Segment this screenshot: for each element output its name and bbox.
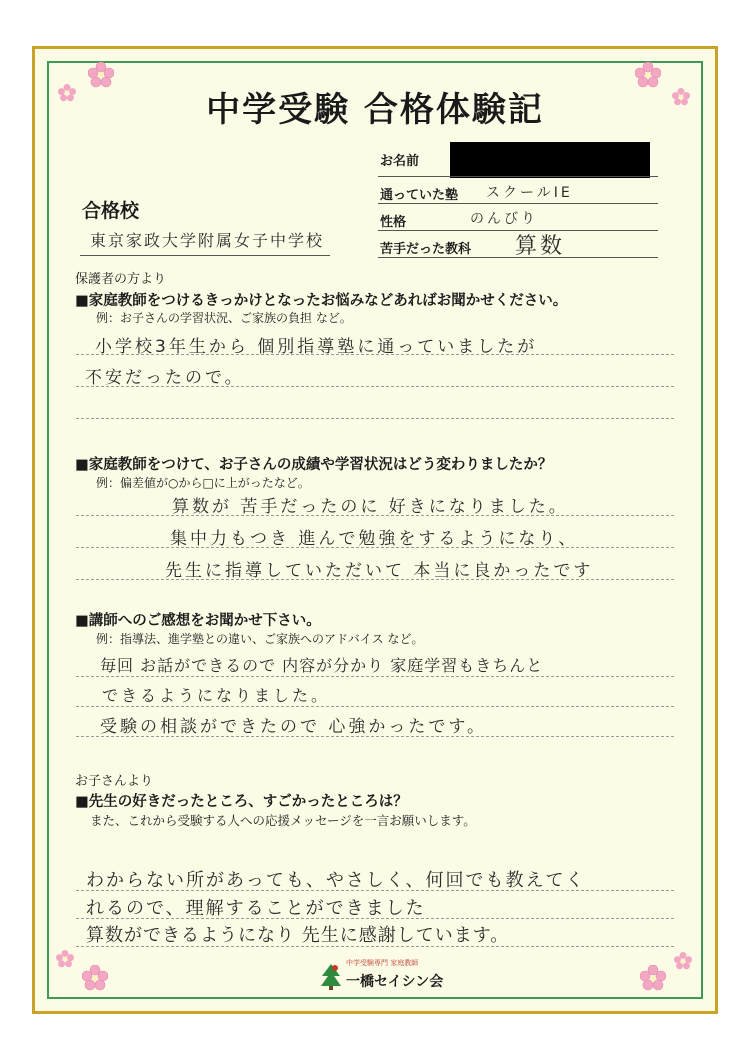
- name-label: お名前: [380, 154, 420, 169]
- tree-icon: [320, 962, 342, 990]
- answer-3-line: 毎回 お話ができるので 内容が分かり 家庭学習もきちんと: [100, 656, 544, 675]
- school-value: 東京家政大学附属女子中学校: [90, 231, 325, 250]
- child-question: ■先生の好きだったところ、すごかったところは？: [75, 794, 408, 810]
- name-redaction: [450, 142, 650, 178]
- logo-tagline: 中学受験専門 家庭教師: [346, 959, 419, 967]
- answer-2-line: 集中力もつき 進んで勉強をするようになり、: [170, 529, 579, 549]
- parent-section-heading: 保護者の方より: [75, 272, 167, 287]
- question-1: ■家庭教師をつけるきっかけとなったお悩みなどあればお聞かせください。: [75, 293, 568, 309]
- juku-value: スクールIE: [486, 185, 573, 201]
- juku-underline: [378, 203, 658, 204]
- answer-2-line: 先生に指導していただいて 本当に良かったです: [165, 561, 594, 581]
- cherry-blossom-icon: [640, 965, 666, 991]
- weak-subject-underline: [378, 257, 658, 258]
- name-underline: [378, 176, 658, 177]
- child-question-sub: また、これから受験する人への応援メッセージを一言お願いします。: [90, 813, 476, 828]
- company-logo: [320, 956, 444, 996]
- cherry-blossom-icon: [674, 952, 692, 970]
- answer-2-line: 算数が 苦手だったのに 好きになりました。: [172, 497, 569, 517]
- question-2-example: 例：偏差値が○から□に上がったなど。: [96, 476, 310, 490]
- juku-label: 通っていた塾: [380, 188, 459, 203]
- personality-value: のんびり: [470, 211, 538, 227]
- weak-subject-label: 苦手だった教科: [380, 242, 472, 257]
- answer-line: [76, 706, 674, 707]
- child-answer-line: れるので、理解することができました: [86, 898, 426, 919]
- cherry-blossom-icon: [82, 965, 108, 991]
- personality-label: 性格: [380, 215, 407, 230]
- school-label: 合格校: [82, 200, 140, 222]
- school-underline: [80, 255, 330, 256]
- answer-3-line: できるようになりました。: [102, 686, 331, 705]
- answer-1-line: 不安だったので。: [85, 368, 245, 388]
- cherry-blossom-icon: [56, 950, 74, 968]
- answer-line: [76, 418, 674, 419]
- page-title: 中学受験 合格体験記: [206, 90, 544, 130]
- weak-subject-value: 算数: [515, 234, 566, 259]
- logo-name: 一橋セイシン会: [346, 974, 444, 990]
- question-2: ■家庭教師をつけて、お子さんの成績や学習状況はどう変わりましたか？: [75, 457, 553, 473]
- answer-line: [76, 676, 674, 677]
- child-section-heading: お子さんより: [75, 774, 154, 789]
- question-3-example: 例：指導法、進学塾との違い、ご家族へのアドバイス など。: [96, 632, 424, 646]
- answer-3-line: 受験の相談ができたので 心強かったです。: [100, 717, 488, 737]
- answer-1-line: 小学校3年生から 個別指導塾に通っていましたが: [95, 337, 538, 357]
- child-answer-line: わからない所があっても、やさしく、何回でも教えてく: [86, 870, 586, 891]
- question-3: ■講師へのご感想をお聞かせ下さい。: [75, 613, 321, 629]
- question-1-example: 例：お子さんの学習状況、ご家族の負担 など。: [96, 311, 352, 325]
- child-answer-line: 算数ができるようになり 先生に感謝しています。: [86, 925, 510, 946]
